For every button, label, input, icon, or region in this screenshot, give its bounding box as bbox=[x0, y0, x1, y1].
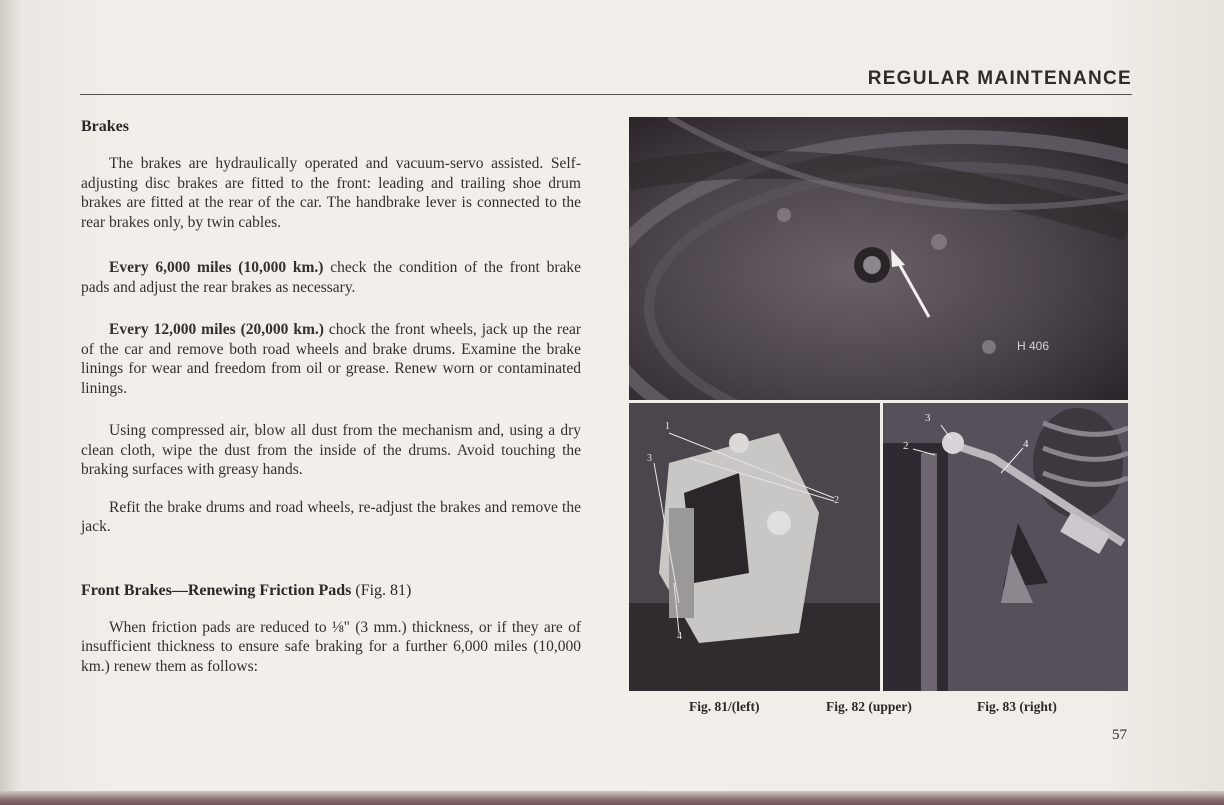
page-header-title: REGULAR MAINTENANCE bbox=[867, 68, 1132, 89]
right-photo-label-4: 4 bbox=[1023, 438, 1029, 450]
paragraph-compressed-air: Using compressed air, blow all dust from the mechanism and, using a dry clean cloth, wipe the dust from the inside of the drums. Avoid touching the braking surfaces with greasy hands. bbox=[81, 422, 581, 478]
left-photo-label-2: 2 bbox=[834, 495, 839, 506]
photo-fig-81-left bbox=[629, 403, 880, 691]
photo-fig-83-right bbox=[883, 403, 1128, 691]
right-photo-label-3: 3 bbox=[925, 412, 931, 424]
front-brakes-heading-bold: Front Brakes—Renewing Friction Pads bbox=[81, 581, 352, 599]
interval-6000: Every 6,000 miles (10,000 km.) bbox=[109, 259, 324, 276]
upper-photo-label: H 406 bbox=[1017, 339, 1050, 353]
page-number: 57 bbox=[1112, 727, 1127, 743]
interval-12000: Every 12,000 miles (20,000 km.) bbox=[109, 321, 324, 338]
paragraph-12000-miles bbox=[81, 320, 581, 398]
text-column bbox=[81, 118, 581, 676]
right-photo-label-2: 2 bbox=[903, 440, 909, 452]
header-rule bbox=[80, 94, 1132, 95]
paragraph-friction-pads: When friction pads are reduced to ⅛" (3 mm.) thickness, or if they are of insufficient thickness to ensure safe braking for a further 6,000 miles (10,000 km.) renew them as follows: bbox=[81, 618, 581, 675]
paragraph-brakes-intro: The brakes are hydraulically operated and vacuum-servo assisted. Self-adjusting disc brakes are fitted to the front: leading and trailing shoe drum brakes are fitted at the rear of the car. The handbrake lever is connected to the rear brakes only, by twin cables. bbox=[81, 155, 581, 231]
caption-fig-81: Fig. 81/(left) bbox=[689, 699, 760, 714]
photo-fig-82-upper bbox=[629, 117, 1128, 400]
left-photo-label-1: 1 bbox=[665, 421, 670, 432]
page-bottom-edge bbox=[0, 791, 1224, 805]
brakes-heading: Brakes bbox=[81, 118, 129, 135]
paragraph-12000-text: chock the front wheels, jack up the rear of the car and remove both road wheels and brake drums. Examine the brake linings for wear and freedom from oil or grease. Renew worn or contaminated linings. bbox=[81, 321, 582, 397]
caption-fig-83: Fig. 83 (right) bbox=[977, 699, 1057, 714]
left-photo-label-3: 3 bbox=[647, 453, 652, 464]
paragraph-6000-miles bbox=[81, 258, 581, 297]
paragraph-6000-text: check the condition of the front brake pads and adjust the rear brakes as necessary. bbox=[81, 259, 581, 296]
left-photo-label-4: 4 bbox=[677, 631, 682, 642]
front-brakes-heading-figref: (Fig. 81) bbox=[351, 581, 412, 599]
paragraph-refit: Refit the brake drums and road wheels, re-adjust the brakes and remove the jack. bbox=[81, 498, 581, 535]
caption-fig-82: Fig. 82 (upper) bbox=[826, 699, 912, 714]
front-brakes-heading bbox=[81, 582, 581, 600]
